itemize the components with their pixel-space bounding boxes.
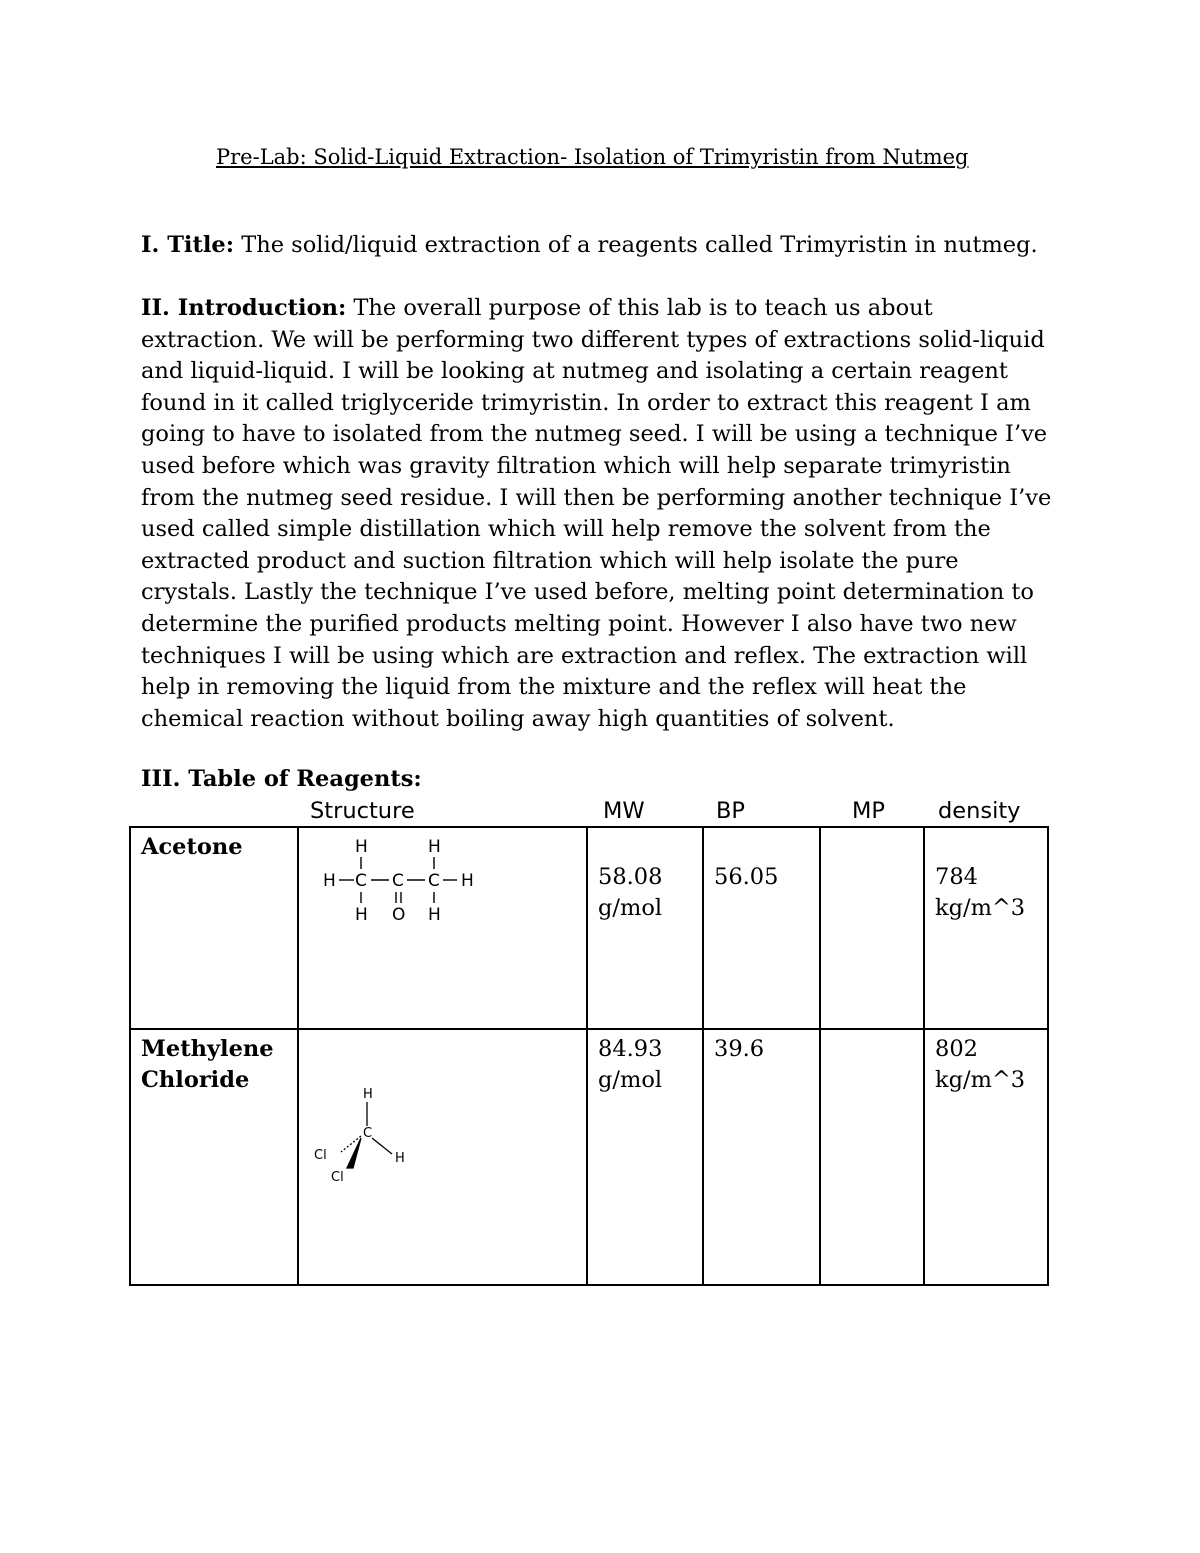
atom-label: O — [392, 905, 406, 925]
table-row — [130, 827, 1048, 1029]
title-text: The solid/liquid extraction of a reagents called Trimyristin in nutmeg. — [241, 232, 1038, 258]
atom-label: H — [428, 905, 441, 925]
atom-label: H — [428, 837, 441, 857]
mw-value: 84.93 g/mol — [587, 1029, 703, 1285]
page-title: Pre-Lab: Solid-Liquid Extraction- Isolation of Trimyristin from Nutmeg — [216, 145, 969, 169]
bp-value: 39.6 — [703, 1029, 820, 1285]
atom-label: H — [395, 1151, 405, 1166]
reagents-table — [129, 826, 1049, 1286]
atom-label: C — [428, 871, 440, 891]
reagent-name: Acetone — [130, 827, 298, 1029]
atom-label: C — [363, 1126, 373, 1141]
atom-label: H — [363, 1087, 373, 1102]
header-bp: BP — [716, 798, 746, 824]
reagent-name: Methylene Chloride — [130, 1029, 298, 1285]
atom-label: Cl — [331, 1170, 344, 1185]
title-label: I. Title: — [141, 232, 235, 258]
mp-value — [820, 1029, 924, 1285]
table-row — [130, 1029, 1048, 1285]
atom-label: Cl — [314, 1148, 327, 1163]
bp-value: 56.05 — [703, 827, 820, 1029]
atom-label: H — [355, 837, 368, 857]
header-mw: MW — [603, 798, 645, 824]
density-value: 802 kg/m^3 — [924, 1029, 1048, 1285]
introduction-text: The overall purpose of this lab is to teach us about extraction. We will be performing two different types of extractions solid-liquid and liquid-liquid. I will be looking at nutmeg and isolating a certain reagent found in it called triglyceride trimyristin. In order to extract this reagent I am going to have to isolated from the nutmeg seed. I will be using a technique I’ve used before which was gravity filtration which will help separate trimyristin from the nutmeg seed residue. I will then be performing another technique I’ve used called simple distillation which will help remove the solvent from the extracted product and suction filtration which will help isolate the pure crystals. Lastly the technique I’ve used before, melting point determination to determine the purified products melting point. However I also have two new techniques I will be using which are extraction and reflex. The extraction will help in removing the liquid from the mixture and the reflex will heat the chemical reaction without boiling away high quantities of solvent. — [141, 295, 1052, 732]
introduction-label: II. Introduction: — [141, 295, 347, 321]
atom-label: H — [461, 871, 474, 891]
atom-label: H — [323, 871, 336, 891]
mw-value: 58.08 g/mol — [587, 827, 703, 1029]
header-density: density — [938, 798, 1021, 824]
mp-value — [820, 827, 924, 1029]
structure-cell — [298, 827, 587, 1029]
header-mp: MP — [852, 798, 885, 824]
introduction-section — [141, 293, 1061, 735]
density-value: 784 kg/m^3 — [924, 827, 1048, 1029]
structure-cell — [298, 1029, 587, 1285]
atom-label: C — [355, 871, 367, 891]
header-structure: Structure — [310, 798, 415, 824]
acetone-structure-icon — [309, 832, 489, 927]
methylene-chloride-structure-icon — [309, 1084, 429, 1224]
atom-label: C — [392, 871, 404, 891]
atom-label: H — [355, 905, 368, 925]
title-section — [141, 230, 1061, 262]
table-heading: III. Table of Reagents: — [141, 766, 422, 792]
